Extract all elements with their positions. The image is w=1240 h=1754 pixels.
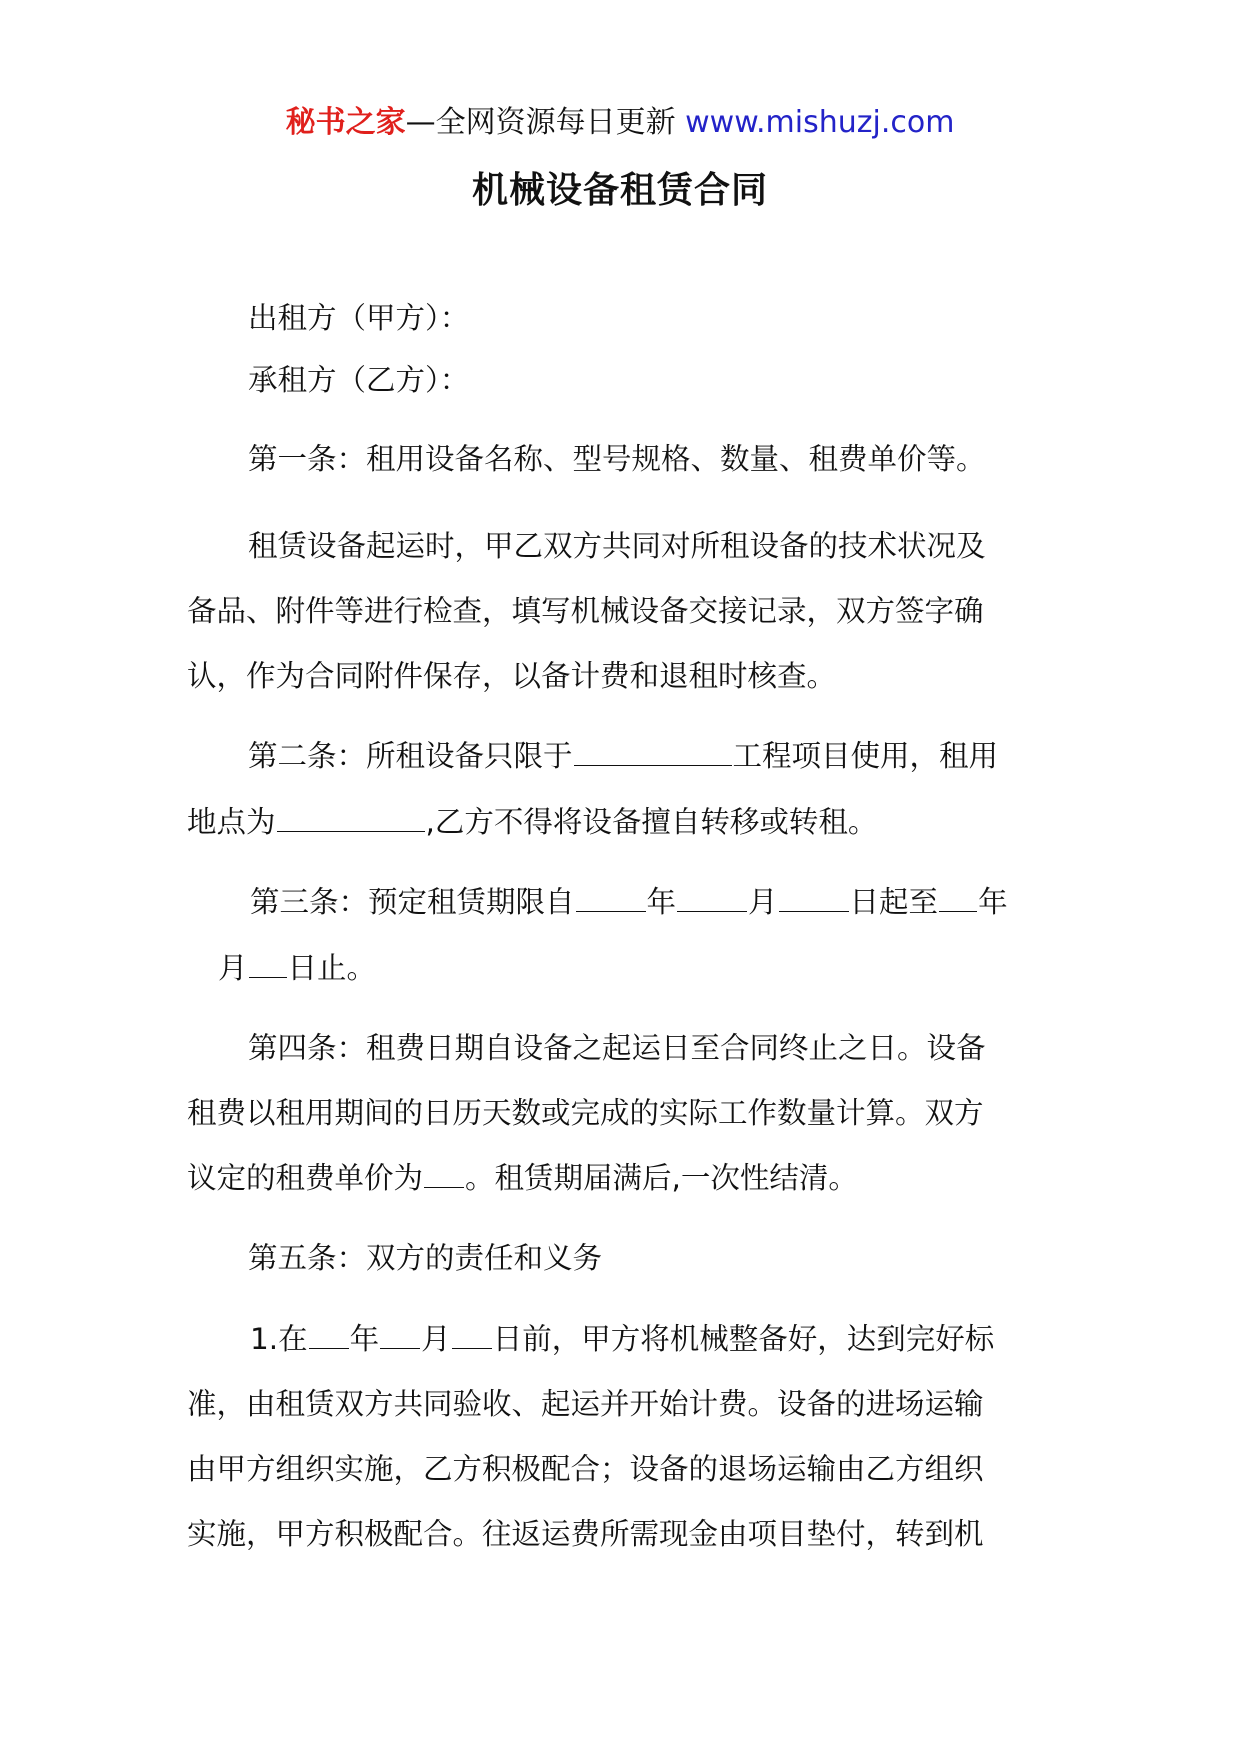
site-header bbox=[0, 100, 1240, 146]
article-3-line-1 bbox=[250, 880, 1008, 924]
article-3-year-2: 年 bbox=[978, 885, 1008, 919]
article-3-year: 年 bbox=[646, 885, 677, 919]
start-day-blank[interactable] bbox=[779, 881, 849, 912]
document-title: 机械设备租赁合同 bbox=[471, 170, 768, 211]
article-3-text-a: 第三条：预定租赁期限自 bbox=[250, 885, 575, 919]
article-4-text-a: 议定的租费单价为 bbox=[187, 1161, 424, 1195]
end-year-blank[interactable] bbox=[939, 881, 977, 912]
paragraph-1-line-3: 认，作为合同附件保存，以备计费和退租时核查。 bbox=[187, 659, 837, 693]
article-1: 第一条：租用设备名称、型号规格、数量、租费单价等。 bbox=[248, 442, 986, 476]
article-5: 第五条：双方的责任和义务 bbox=[248, 1241, 603, 1275]
paragraph-1-line-2: 备品、附件等进行检查，填写机械设备交接记录，双方签字确 bbox=[187, 594, 984, 628]
unit-price-blank[interactable] bbox=[424, 1157, 464, 1188]
lessee-line: 承租方（乙方）： bbox=[248, 363, 470, 397]
lessor-line: 出租方（甲方）： bbox=[248, 301, 470, 335]
item-1-text-a: 1.在 bbox=[250, 1322, 308, 1356]
item-1-year-blank[interactable] bbox=[309, 1318, 349, 1349]
article-2-text-a: 第二条：所租设备只限于 bbox=[248, 739, 573, 773]
project-blank[interactable] bbox=[574, 735, 732, 766]
paragraph-1-line-1: 租赁设备起运时，甲乙双方共同对所租设备的技术状况及 bbox=[248, 529, 986, 563]
location-blank[interactable] bbox=[277, 801, 425, 832]
article-2-line-1 bbox=[248, 734, 998, 778]
header-tagline: —全网资源每日更新 bbox=[405, 105, 676, 140]
item-1-line-4: 实施，甲方积极配合。往返运费所需现金由项目垫付，转到机 bbox=[187, 1517, 984, 1551]
article-3-month: 月 bbox=[748, 885, 778, 919]
item-1-line-2: 准，由租赁双方共同验收、起运并开始计费。设备的进场运输 bbox=[187, 1387, 984, 1421]
article-4-line-1: 第四条：租费日期自设备之起运日至合同终止之日。设备 bbox=[248, 1031, 986, 1065]
item-1-month-blank[interactable] bbox=[380, 1318, 420, 1349]
article-3-day-from: 日起至 bbox=[849, 885, 939, 919]
site-url-link[interactable]: www.mishuzj.com bbox=[685, 105, 955, 140]
start-month-blank[interactable] bbox=[677, 881, 747, 912]
article-3-end: 日止。 bbox=[287, 951, 377, 985]
brand-name: 秘书之家 bbox=[285, 105, 406, 140]
article-4-line-3 bbox=[187, 1156, 858, 1200]
article-2-text-c: 地点为 bbox=[187, 805, 276, 839]
article-4-text-b: 。租赁期届满后,一次性结清。 bbox=[465, 1161, 858, 1195]
item-1-month: 月 bbox=[421, 1322, 451, 1356]
item-1-line-1 bbox=[250, 1317, 994, 1361]
article-3-month-2: 月 bbox=[218, 951, 248, 985]
article-2-line-2 bbox=[187, 800, 877, 844]
start-year-blank[interactable] bbox=[576, 881, 646, 912]
article-4-line-2: 租费以租用期间的日历天数或完成的实际工作数量计算。双方 bbox=[187, 1096, 984, 1130]
item-1-day-blank[interactable] bbox=[452, 1318, 492, 1349]
item-1-text-b: 日前，甲方将机械整备好，达到完好标 bbox=[492, 1322, 995, 1356]
item-1-year: 年 bbox=[349, 1322, 380, 1356]
article-2-text-d: ,乙方不得将设备擅自转移或转租。 bbox=[425, 805, 878, 839]
end-day-blank[interactable] bbox=[249, 947, 287, 978]
article-2-text-b: 工程项目使用，租用 bbox=[732, 739, 999, 773]
article-3-line-2 bbox=[218, 946, 376, 990]
item-1-line-3: 由甲方组织实施，乙方积极配合；设备的退场运输由乙方组织 bbox=[187, 1452, 984, 1486]
